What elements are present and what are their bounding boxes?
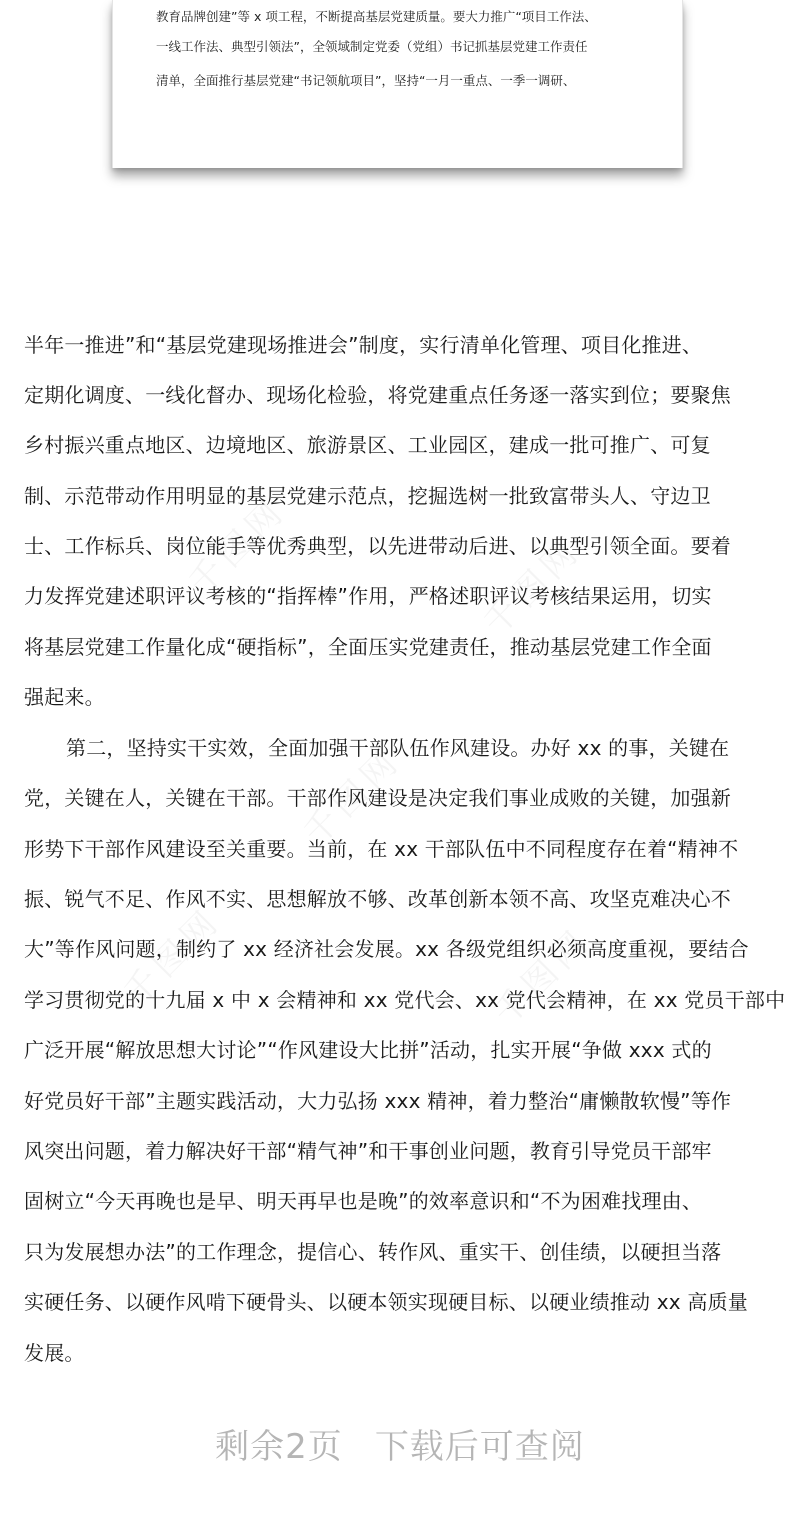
text-line: 将基层党建工作量化成“硬指标”，全面压实党建责任，推动基层党建工作全面 [24, 635, 712, 659]
text-line: 广泛开展“解放思想大讨论”“作风建设大比拼”活动，扎实开展“争做 xxx 式的 [24, 1038, 712, 1062]
text-line: 半年一推进”和“基层党建现场推进会”制度，实行清单化管理、项目化推进、 [24, 333, 703, 357]
card-text-line: 教育品牌创建”等 x 项工程，不断提高基层党建质量。要大力推广“项目工作法、 [156, 9, 597, 24]
text-line: 固树立“今天再晚也是早、明天再早也是晚”的效率意识和“不为困难找理由、 [24, 1189, 703, 1213]
text-line: 党，关键在人，关键在干部。干部作风建设是决定我们事业成败的关键，加强新 [24, 786, 731, 810]
text-line: 只为发展想办法”的工作理念，提信心、转作风、重实干、创佳绩，以硬担当落 [24, 1240, 722, 1264]
download-hint-label: 下载后可查阅 [374, 1427, 585, 1467]
watermark [480, 915, 600, 1035]
text-line: 振、锐气不足、作风不实、思想解放不够、改革创新本领不高、攻坚克难决心不 [24, 887, 731, 911]
text-line: 风突出问题，着力解决好干部“精气神”和干事创业问题，教育引导党员干部牢 [24, 1139, 712, 1163]
text-line: 强起来。 [24, 685, 105, 709]
download-prompt[interactable] [0, 1424, 800, 1470]
text-line: 形势下干部作风建设至关重要。当前，在 xx 干部队伍中不同程度存在着“精神不 [24, 837, 739, 861]
text-line: 发展。 [24, 1341, 85, 1365]
text-line: 实硬任务、以硬作风啃下硬骨头、以硬本领实现硬目标、以硬业绩推动 xx 高质量 [24, 1290, 748, 1314]
text-line: 定期化调度、一线化督办、现场化检验，将党建重点任务逐一落实到位；要聚焦 [24, 383, 731, 407]
text-line: 好党员好干部”主题实践活动，大力弘扬 xxx 精神，着力整治“庸懒散软慢”等作 [24, 1089, 732, 1113]
text-line: 力发挥党建述职评议考核的“指挥棒”作用，严格述职评议考核结果运用，切实 [24, 584, 712, 608]
card-text-line: 清单，全面推行基层党建“书记领航项目”，坚持“一月一重点、一季一调研、 [156, 73, 576, 88]
card-text-line: 一线工作法、典型引领法”，全领域制定党委（党组）书记抓基层党建工作责任 [156, 39, 588, 54]
text-line: 乡村振兴重点地区、边境地区、旅游景区、工业园区，建成一批可推广、可复 [24, 433, 711, 457]
text-line: 士、工作标兵、岗位能手等优秀典型，以先进带动后进、以典型引领全面。要着 [24, 534, 731, 558]
paragraph-heading-line: 第二，坚持实干实效，全面加强干部队伍作风建设。办好 xx 的事，关键在 [66, 736, 730, 760]
text-line: 制、示范带动作用明显的基层党建示范点，挖掘选树一批致富带头人、守边卫 [24, 484, 711, 508]
text-line: 学习贯彻党的十九届 x 中 x 会精神和 xx 党代会、xx 党代会精神，在 xx 党员干部中 [24, 988, 786, 1012]
preview-page-card [112, 0, 683, 168]
remaining-pages-label: 剩余2页 [215, 1427, 343, 1467]
text-line: 大”等作风问题，制约了 xx 经济社会发展。xx 各级党组织必须高度重视，要结合 [24, 937, 749, 961]
